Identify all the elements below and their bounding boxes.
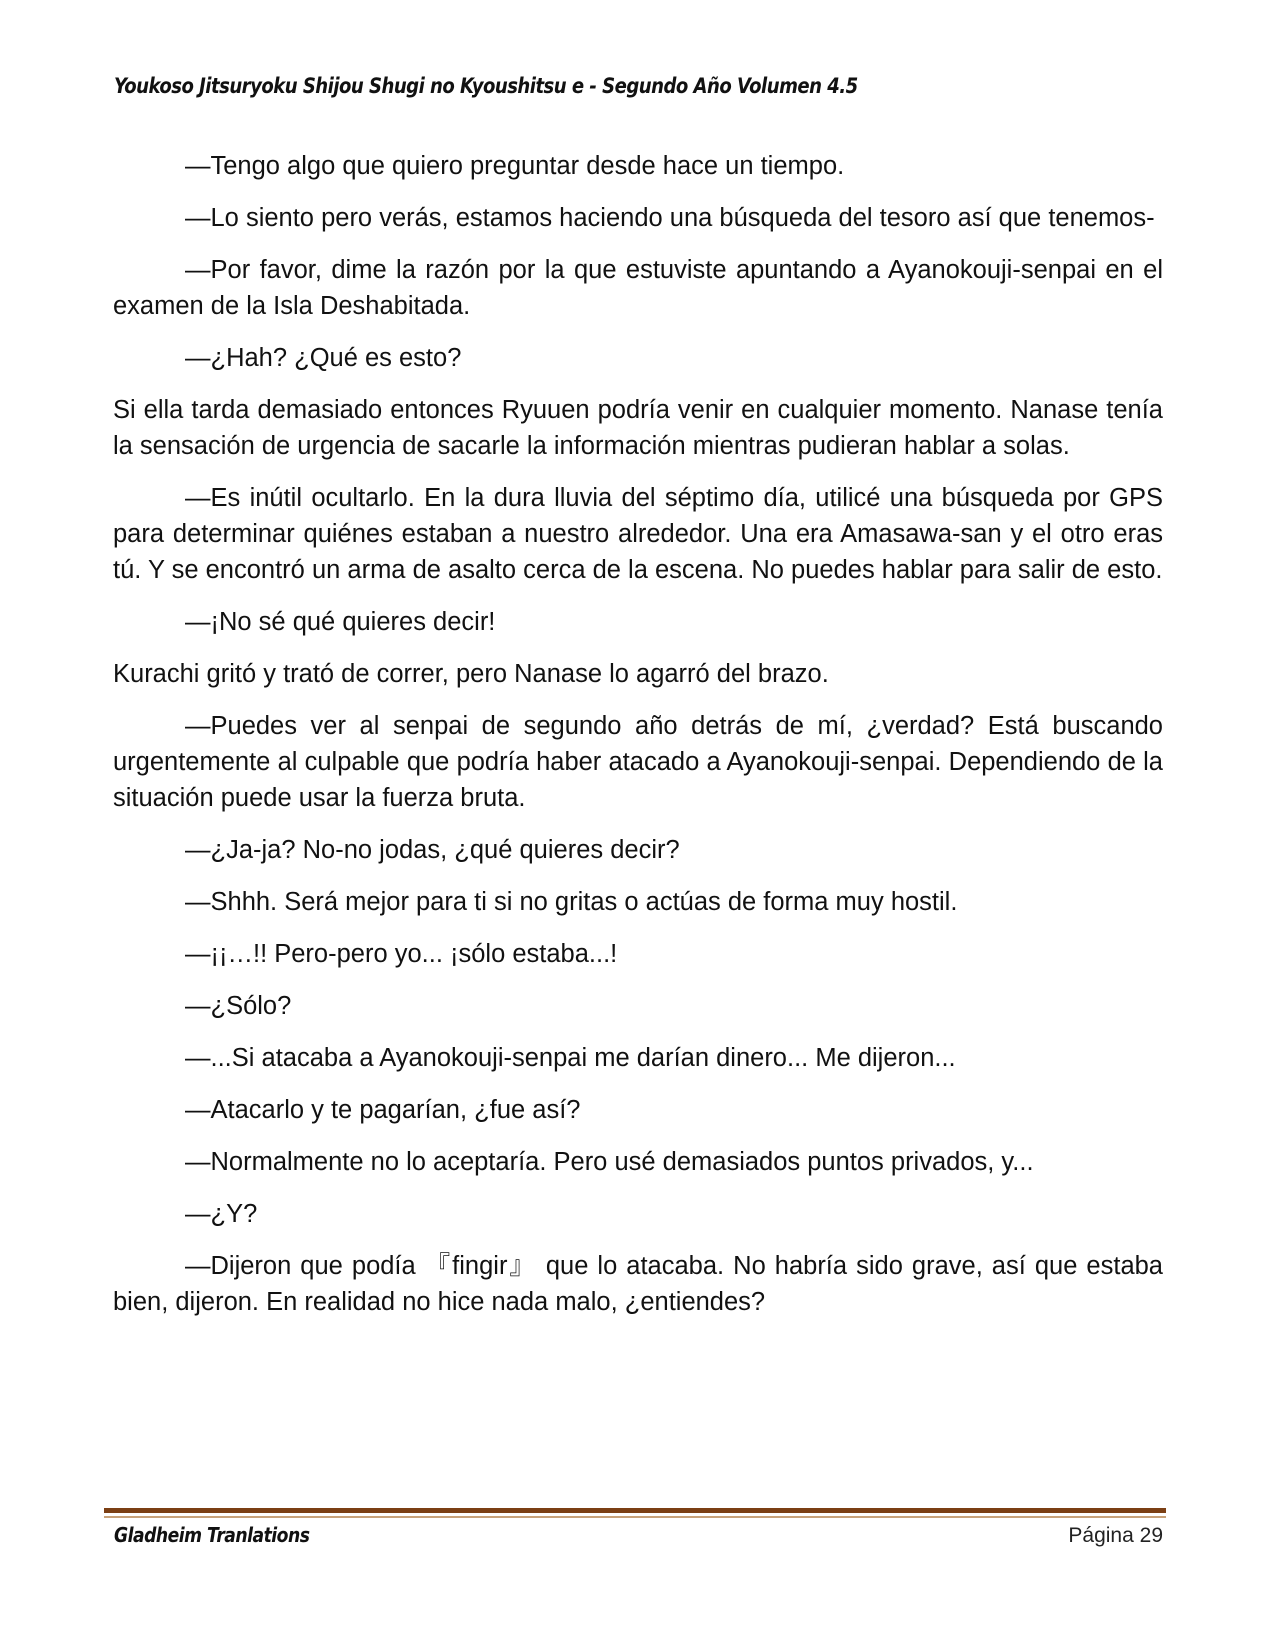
page-number-value: 29 [1139, 1524, 1163, 1547]
dialogue-paragraph: —Normalmente no lo aceptaría. Pero usé demasiados puntos privados, y... [185, 1148, 1034, 1176]
dialogue-paragraph: —Puedes ver al senpai de segundo año detrás de mí, ¿verdad? Está buscando urgentemente al culpable que podría haber atacado a Ayanokouji-senpai. Dependiendo de la situación puede usar la fuerza bruta. [113, 712, 1163, 812]
page-label: Página [1068, 1524, 1134, 1547]
dialogue-paragraph: —¿Hah? ¿Qué es esto? [185, 344, 462, 372]
footer-rule-thin [104, 1516, 1166, 1518]
dialogue-paragraph: —...Si atacaba a Ayanokouji-senpai me darían dinero... Me dijeron... [185, 1044, 956, 1072]
footer-rule [104, 1508, 1166, 1513]
dialogue-paragraph: —Atacarlo y te pagarían, ¿fue así? [185, 1096, 581, 1124]
dialogue-paragraph: —¿Y? [185, 1200, 258, 1228]
dialogue-paragraph: —Shhh. Será mejor para ti si no gritas o actúas de forma muy hostil. [185, 888, 958, 916]
page-body [113, 148, 1163, 1336]
narration-paragraph: Si ella tarda demasiado entonces Ryuuen podría venir en cualquier momento. Nanase tenía la sensación de urgencia de sacarle la información mientras pudieran hablar a solas. [113, 396, 1163, 460]
running-header: Youkoso Jitsuryoku Shijou Shugi no Kyoushitsu e - Segundo Año Volumen 4.5 [114, 74, 858, 98]
dialogue-paragraph: —¡No sé qué quieres decir! [185, 608, 496, 636]
dialogue-paragraph: —Lo siento pero verás, estamos haciendo una búsqueda del tesoro así que tenemos- [185, 204, 1155, 232]
dialogue-paragraph: —Tengo algo que quiero preguntar desde hace un tiempo. [185, 152, 845, 180]
dialogue-paragraph: —¿Ja-ja? No-no jodas, ¿qué quieres decir? [185, 836, 680, 864]
narration-paragraph: Kurachi gritó y trató de correr, pero Nanase lo agarró del brazo. [113, 660, 829, 688]
page-number [1068, 1524, 1163, 1548]
dialogue-paragraph: —Es inútil ocultarlo. En la dura lluvia del séptimo día, utilicé una búsqueda por GPS para determinar quiénes estaban a nuestro alrededor. Una era Amasawa-san y el otro eras tú. Y se encontró un arma de asalto cerca de la escena. No puedes hablar para salir de esto. [113, 484, 1163, 584]
dialogue-paragraph: —¿Sólo? [185, 992, 292, 1020]
dialogue-paragraph: —¡¡…!! Pero-pero yo... ¡sólo estaba...! [185, 940, 618, 968]
dialogue-paragraph: —Por favor, dime la razón por la que estuviste apuntando a Ayanokouji-senpai en el examen de la Isla Deshabitada. [113, 256, 1163, 320]
footer-credit: Gladheim Tranlations [114, 1523, 310, 1547]
dialogue-paragraph: —Dijeron que podía 『fingir』 que lo atacaba. No habría sido grave, así que estaba bien, dijeron. En realidad no hice nada malo, ¿entiendes? [113, 1252, 1163, 1316]
